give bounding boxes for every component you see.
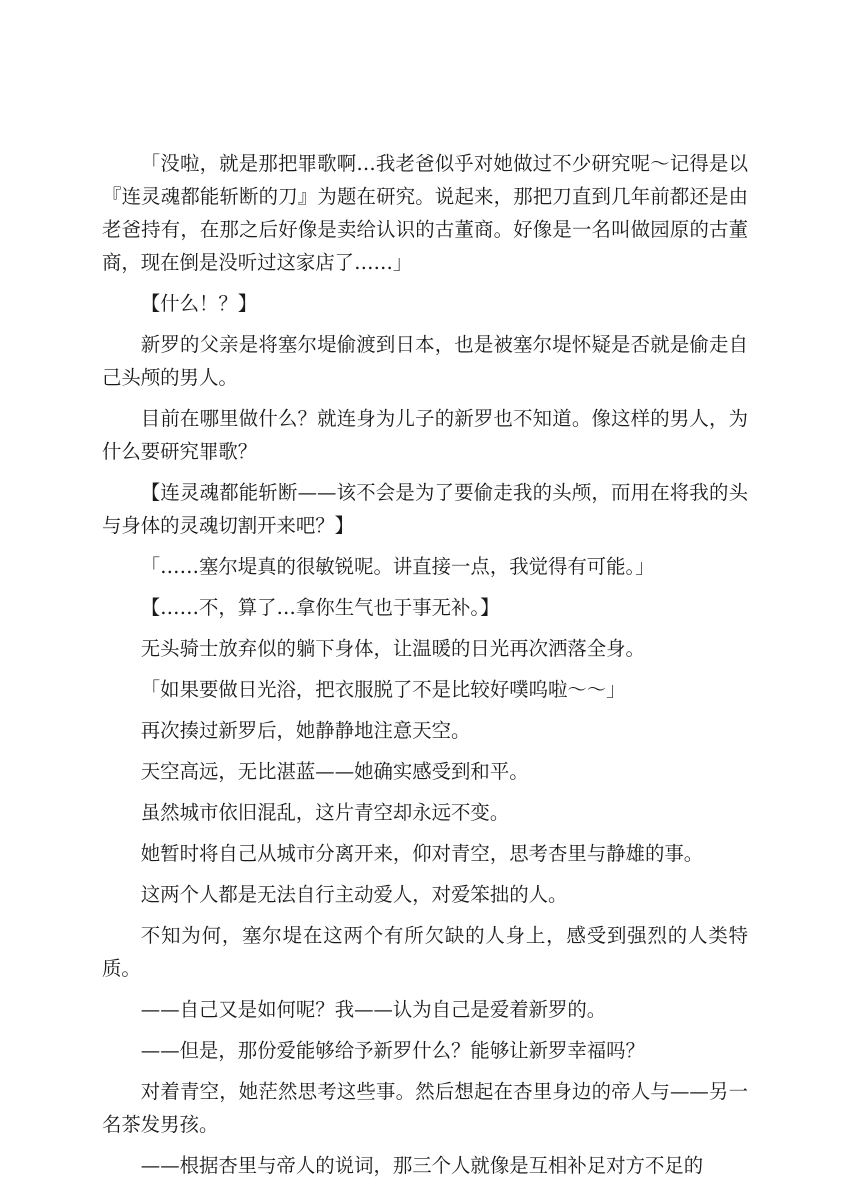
paragraph: 「如果要做日光浴，把衣服脱了不是比较好噗呜啦～～」 [140,678,626,701]
paragraph: 目前在哪里做什么？就连身为儿子的新罗也不知道。像这样的男人，为什么要研究罪歌？ [102,407,748,463]
paragraph: 天空高远，无比湛蓝——她确实感受到和平。 [140,760,529,783]
paragraph: ——根据杏里与帝人的说词，那三个人就像是互相补足对方不足的 [140,1154,704,1177]
paragraph: 这两个人都是无法自行主动爱人，对爱笨拙的人。 [140,883,568,906]
paragraph: 【……不，算了…拿你生气也于事无补。】 [140,596,500,619]
paragraph: 对着青空，她茫然思考这些事。然后想起在杏里身边的帝人与——另一名茶发男孩。 [102,1080,748,1136]
paragraph: 「……塞尔堤真的很敏锐呢。讲直接一点，我觉得有可能。」 [140,555,655,578]
paragraph: 再次揍过新罗后，她静静地注意天空。 [140,719,471,742]
document-page [102,147,748,1190]
paragraph: 「没啦，就是那把罪歌啊…我老爸似乎对她做过不少研究呢～记得是以『连灵魂都能斩断的刀』为题在研究。说起来，那把刀直到几年前都还是由老爸持有，在那之后好像是卖给认识的古董商。好像是一名叫做园原的古董商，现在倒是没听过这家店了……」 [102,152,748,274]
paragraph: ——但是，那份爱能够给予新罗什么？能够让新罗幸福吗？ [140,1039,645,1062]
paragraph: 新罗的父亲是将塞尔堤偷渡到日本，也是被塞尔堤怀疑是否就是偷走自己头颅的男人。 [102,333,748,389]
paragraph: 虽然城市依旧混乱，这片青空却永远不变。 [140,801,510,824]
paragraph: 【连灵魂都能斩断——该不会是为了要偷走我的头颅，而用在将我的头与身体的灵魂切割开来吧？】 [102,481,748,537]
paragraph: 不知为何，塞尔堤在这两个有所欠缺的人身上，感受到强烈的人类特质。 [102,924,748,980]
paragraph: 无头骑士放弃似的躺下身体，让温暖的日光再次洒落全身。 [140,637,645,660]
paragraph: 她暂时将自己从城市分离开来，仰对青空，思考杏里与静雄的事。 [140,842,704,865]
paragraph: ——自己又是如何呢？我——认为自己是爱着新罗的。 [140,998,607,1021]
paragraph: 【什么！？】 [140,292,258,315]
